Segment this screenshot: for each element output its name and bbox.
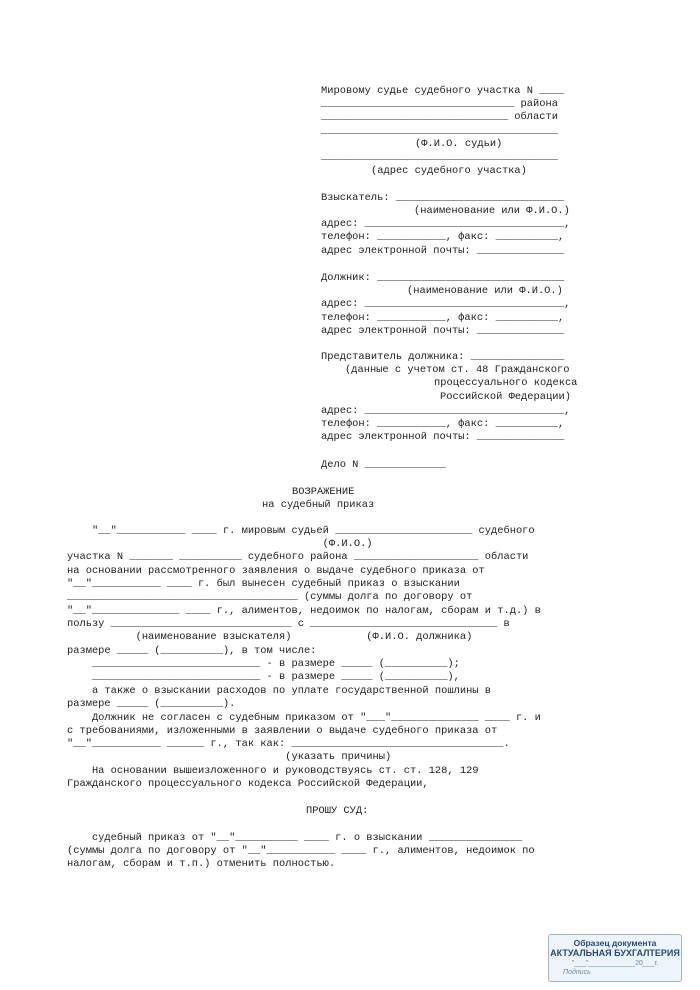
debtor-line: адрес электронной почты: ______________ xyxy=(321,325,565,337)
debtor-line: Должник: ______________________________ xyxy=(321,272,565,284)
stamp-date: "___"____________20___г. xyxy=(571,960,659,967)
representative-line: адрес: ________________________________, xyxy=(321,405,571,417)
request-line: судебный приказ от "__"__________ ____ г. о взыскании _______________ xyxy=(67,832,523,844)
addressee-line: ______________________________________ xyxy=(321,151,558,163)
claimant-line: Взыскатель: ___________________________ xyxy=(321,192,565,204)
representative-line: адрес электронной почты: ______________ xyxy=(321,431,565,443)
case-number: Дело N _____________ xyxy=(321,459,446,471)
representative-line: телефон: ___________, факс: __________, xyxy=(321,418,565,430)
stamp-signature: Подпись xyxy=(563,969,591,976)
addressee-line: _______________________________ района xyxy=(321,98,558,110)
body-line: пользу _____________________________ с ______________________________ в xyxy=(67,618,510,630)
body-line: _____________________________________ (суммы долга по договору от xyxy=(67,591,473,603)
body-line: ___________________________ - в размере _____ (__________); xyxy=(67,658,460,670)
claimant-line: телефон: ___________, факс: __________, xyxy=(321,231,565,243)
addressee-caption: (адрес судебного участка) xyxy=(371,165,527,177)
debtor-line: телефон: ___________, факс: __________, xyxy=(321,312,565,324)
debtor-line: адрес: ________________________________, xyxy=(321,298,571,310)
body-caption: (указать причины) xyxy=(67,751,392,763)
document-subtitle: на судебный приказ xyxy=(262,499,375,511)
body-line: размере _____ (__________), в том числе: xyxy=(67,645,317,657)
addressee-caption: (Ф.И.О. судьи) xyxy=(415,138,503,150)
body-line: Должник не согласен с судебным приказом от "___"______________ ____ г. и xyxy=(67,712,541,724)
body-line: "__"___________ ____ г. был вынесен судебный приказ о взыскании xyxy=(67,578,460,590)
body-line: На основании вышеизложенного и руководствуясь ст. ст. 128, 129 xyxy=(67,765,479,777)
representative-caption: процессуального кодекса xyxy=(434,377,578,389)
claimant-line: адрес: ________________________________, xyxy=(321,218,571,230)
body-line: на основании рассмотренного заявления о выдаче судебного приказа от xyxy=(67,565,485,577)
claimant-caption: (наименование или Ф.И.О.) xyxy=(414,205,570,217)
representative-caption: (данные с учетом ст. 48 Гражданского xyxy=(345,364,570,376)
request-line: (суммы долга по договору от "__"___________ ____ г., алиментов, недоимок по xyxy=(67,845,535,857)
representative-caption: Российской Федерации) xyxy=(440,391,571,403)
body-line: "__"___________ ______ г., так как: __________________________________. xyxy=(67,738,510,750)
body-line: с требованиями, изложенными в заявлении о выдаче судебного приказа от xyxy=(67,725,498,737)
body-line: "__"______________ ____ г., алиментов, недоимок по налогам, сборам и т.д.) в xyxy=(67,605,541,617)
addressee-line: Мировому судье судебного участка N ____ xyxy=(321,85,565,97)
request-heading: ПРОШУ СУД: xyxy=(306,805,369,817)
sample-document-stamp xyxy=(548,934,682,982)
request-line: налогам, сборам и т.п.) отменить полностью. xyxy=(67,858,336,870)
body-line: а также о взыскании расходов по уплате государственной пошлины в xyxy=(67,685,492,697)
body-caption: (наименование взыскателя) (Ф.И.О. должника) xyxy=(67,631,473,643)
addressee-line: ______________________________________ xyxy=(321,125,558,137)
document-title: ВОЗРАЖЕНИЕ xyxy=(292,486,355,498)
body-line: участка N _______ __________ судебного района ____________________ области xyxy=(67,551,529,563)
stamp-label: Образец документа xyxy=(573,938,657,948)
representative-line: Представитель должника: _______________ xyxy=(321,351,565,363)
body-caption: (Ф.И.О.) xyxy=(67,538,373,550)
debtor-caption: (наименование или Ф.И.О.) xyxy=(407,285,563,297)
body-line: размере _____ (__________). xyxy=(67,698,236,710)
stamp-brand: АКТУАЛЬНАЯ БУХГАЛТЕРИЯ xyxy=(550,948,680,958)
addressee-line: ______________________________ области xyxy=(321,111,558,123)
body-line: Гражданского процессуального кодекса Российской Федерации, xyxy=(67,778,429,790)
body-line: ___________________________ - в размере _____ (__________), xyxy=(67,671,460,683)
body-line: "__"___________ ____ г. мировым судьей ______________________ судебного xyxy=(67,525,535,537)
claimant-line: адрес электронной почты: ______________ xyxy=(321,245,565,257)
